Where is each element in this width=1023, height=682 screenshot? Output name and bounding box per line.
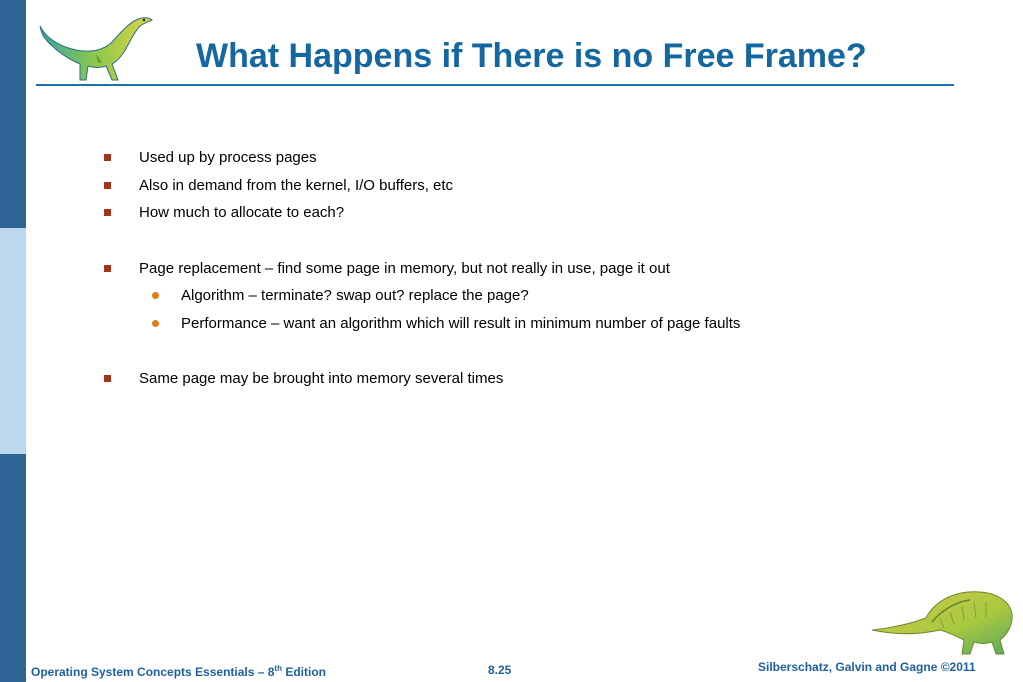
sidebar-dark-segment	[0, 454, 26, 682]
bullet-item: How much to allocate to each?	[139, 204, 345, 221]
dinosaur-logo	[36, 6, 158, 86]
square-bullet-icon	[104, 182, 111, 189]
sub-bullet-item: Performance – want an algorithm which will result in minimum number of page faults	[181, 315, 741, 332]
dinosaur-logo-bottom	[870, 588, 1015, 658]
bullet-item: Also in demand from the kernel, I/O buffers, etc	[139, 177, 454, 194]
slide-title: What Happens if There is no Free Frame?	[196, 37, 867, 75]
square-bullet-icon	[104, 375, 111, 382]
round-bullet-icon	[152, 320, 159, 327]
footer-course-suffix: Edition	[281, 665, 326, 679]
title-divider	[36, 84, 954, 86]
bullet-item: Page replacement – find some page in memory, but not really in use, page it out	[139, 260, 670, 277]
sidebar-stripe	[0, 0, 26, 682]
page-number: 8.25	[488, 663, 512, 677]
bullet-item: Same page may be brought into memory several times	[139, 370, 504, 387]
footer-course-superscript: th	[274, 664, 282, 673]
sub-bullet-item: Algorithm – terminate? swap out? replace the page?	[181, 287, 529, 304]
footer-course-title	[31, 664, 326, 679]
footer-course-prefix: Operating System Concepts Essentials – 8	[31, 665, 275, 679]
bullet-item: Used up by process pages	[139, 149, 317, 166]
square-bullet-icon	[104, 265, 111, 272]
round-bullet-icon	[152, 292, 159, 299]
sidebar-light-segment	[0, 228, 26, 454]
square-bullet-icon	[104, 209, 111, 216]
footer-authors: Silberschatz, Galvin and Gagne ©2011	[758, 660, 976, 674]
sidebar-dark-segment	[0, 0, 26, 228]
square-bullet-icon	[104, 154, 111, 161]
